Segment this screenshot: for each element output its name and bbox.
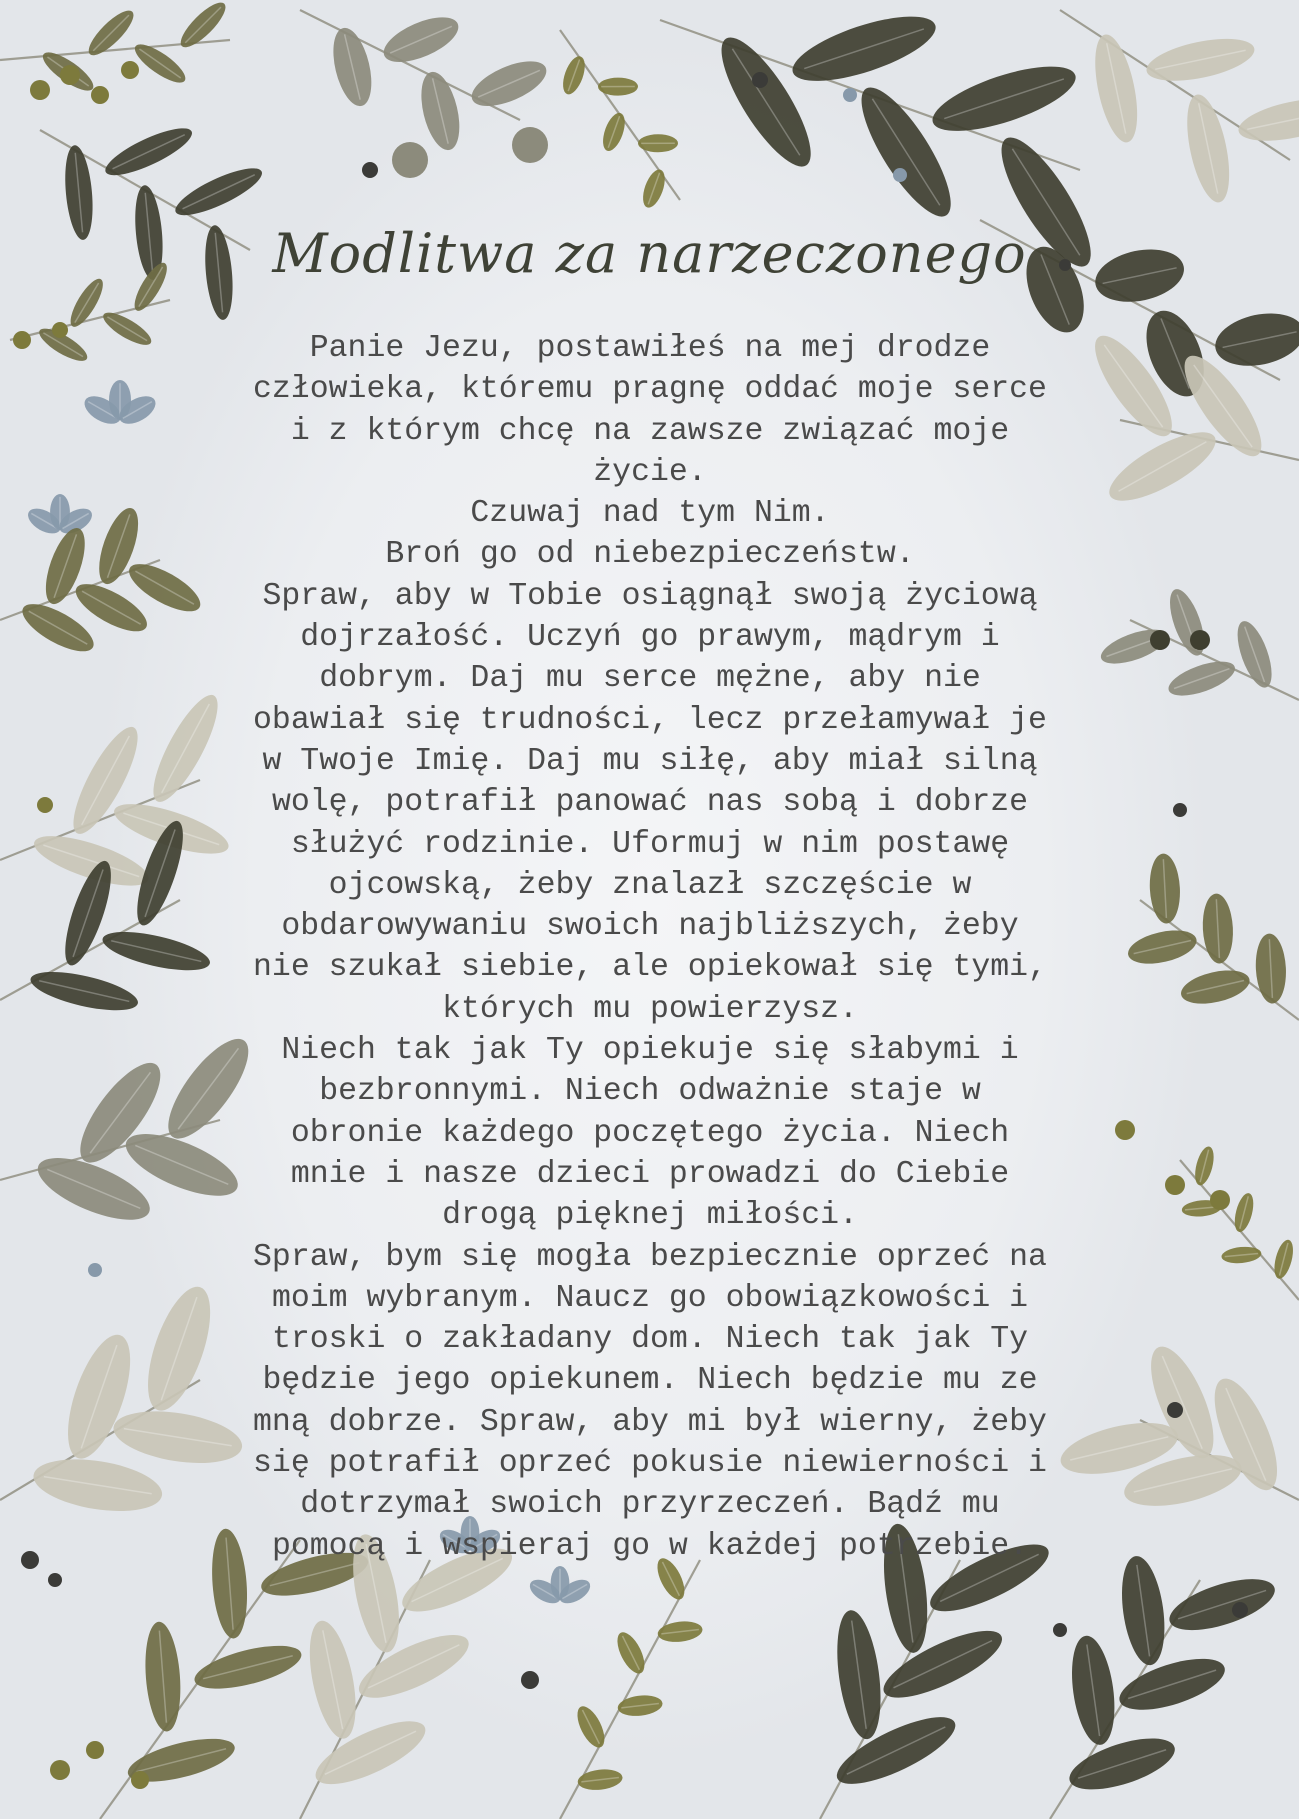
berry [1190,630,1210,650]
text-line: drogą pięknej miłości. [442,1198,858,1234]
berry [52,322,68,338]
text-line: Czuwaj nad tym Nim. [470,496,830,532]
text-line: których mu powierzysz. [442,991,858,1027]
text-line: Spraw, aby w Tobie osiągnął swoją życiową [262,578,1038,614]
text-line: Spraw, bym się mogła bezpiecznie oprzeć na [253,1239,1047,1275]
berry [752,72,768,88]
text-line: ojcowską, żeby znalazł szczęście w [328,867,972,903]
berry [392,142,428,178]
text-line: się potrafił oprzeć pokusie niewierności i [253,1446,1047,1482]
berry [13,331,31,349]
berry [893,168,907,182]
leaf [175,0,232,53]
berry [1165,1175,1185,1195]
text-line: obronie każdego poczętego życia. Niech [290,1115,1010,1151]
berry [131,1771,149,1789]
page-title: Modlitwa za narzeczonego [272,222,1027,285]
text-line: pomocą i wspieraj go w każdej potrzebie. [271,1528,1029,1564]
text-line: będzie jego opiekunem. Niech będzie mu ze [262,1363,1038,1399]
text-line: obawiał się trudności, lecz przełamywał je [253,702,1047,738]
berry [50,1760,70,1780]
text-line: troski o zakładany dom. Niech tak jak Ty [271,1322,1029,1358]
text-line: mną dobrze. Spraw, aby mi był wierny, żeby [253,1404,1047,1440]
berry [1167,1402,1183,1418]
berry [1053,1623,1067,1637]
berry [843,88,857,102]
berry [1173,803,1187,817]
text-line: obdarowywaniu swoich najbliższych, żeby [281,909,1019,945]
text-line: mnie i nasze dzieci prowadzi do Ciebie [290,1156,1010,1192]
berry [48,1573,62,1587]
berry [1232,1602,1248,1618]
berry [21,1551,39,1569]
text-line: wolę, potrafił panować nas sobą i dobrze [271,785,1029,821]
berry [88,1263,102,1277]
text-line: służyć rodzinie. Uformuj w nim postawę [290,826,1010,862]
text-line: nie szukał siebie, ale opiekował się tymi, [253,950,1047,986]
berry [512,127,548,163]
berry [86,1741,104,1759]
berry [1210,1190,1230,1210]
berry [37,797,53,813]
text-line: dojrzałość. Uczyń go prawym, mądrym i [300,620,1000,656]
berry [91,86,109,104]
berry [362,162,378,178]
berry [121,61,139,79]
berry [1150,630,1170,650]
text-line: w Twoje Imię. Daj mu siłę, aby miał silną [262,743,1038,779]
text-line: człowieka, któremu pragnę oddać moje serce [253,372,1047,408]
prayer-text [165,328,1135,1567]
text-line: dobrym. Daj mu serce mężne, aby nie [319,661,981,697]
text-line: Niech tak jak Ty opiekuje się słabymi i [281,1033,1019,1069]
text-line: Panie Jezu, postawiłeś na mej drodze [309,331,991,366]
berry [521,1671,539,1689]
text-line: życie. [593,454,707,490]
berry [60,65,80,85]
text-line: i z którym chcę na zawsze związać moje [290,413,1010,449]
berry [30,80,50,100]
text-line: moim wybranym. Naucz go obowiązkowości i [271,1280,1029,1316]
text-line: dotrzymał swoich przyrzeczeń. Bądź mu [300,1487,1000,1523]
text-line: bezbronnymi. Niech odważnie staje w [319,1074,981,1110]
text-line: Broń go od niebezpieczeństw. [385,537,915,573]
leaf [1210,306,1299,374]
